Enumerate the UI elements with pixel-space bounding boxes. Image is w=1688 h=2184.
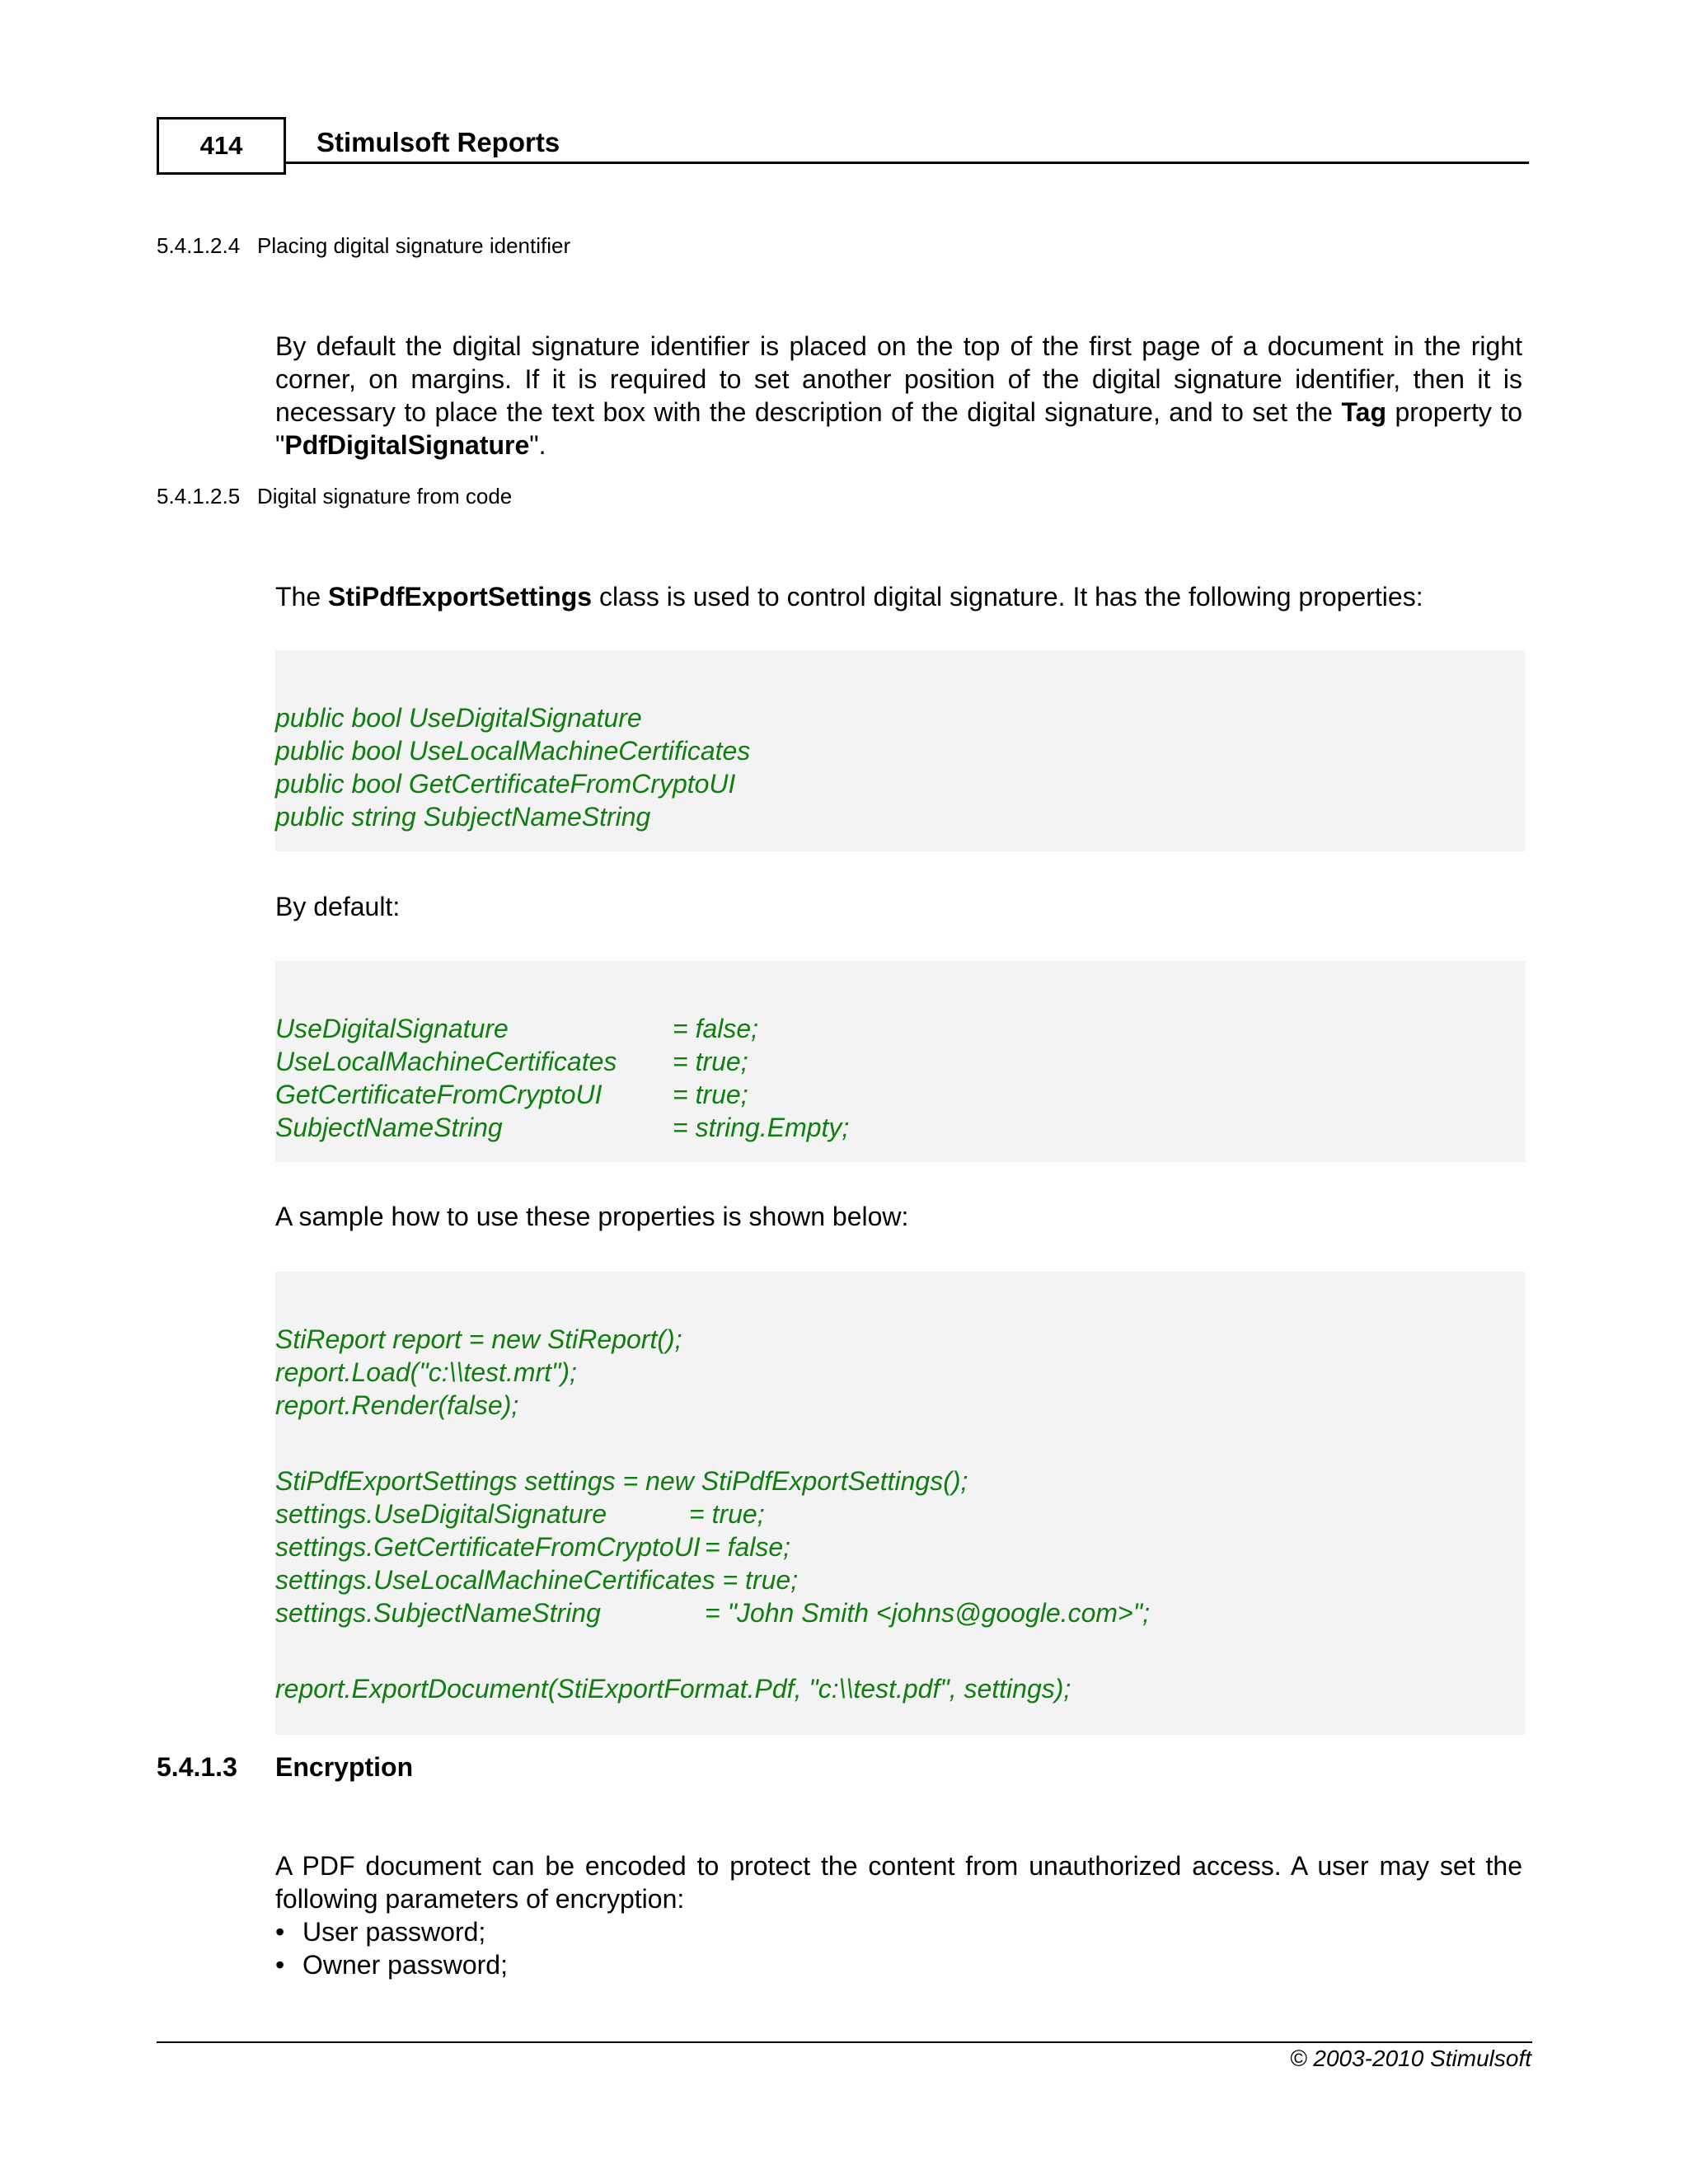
property-name: settings.UseLocalMachineCertificates xyxy=(275,1565,715,1595)
code-line: StiReport report = new StiReport(); xyxy=(275,1324,682,1354)
paragraph-class xyxy=(275,580,1522,613)
tag-keyword: Tag xyxy=(1341,397,1386,427)
header-rule xyxy=(286,162,1529,164)
code-line xyxy=(275,1530,1526,1563)
code-line: report.Render(false); xyxy=(275,1390,519,1420)
property-name: settings.GetCertificateFromCryptoUI xyxy=(275,1532,701,1562)
page-number: 414 xyxy=(157,117,286,175)
paragraph-encryption xyxy=(275,1849,1522,1915)
subsection-number: 5.4.1.2.5 xyxy=(157,484,241,509)
paragraph-sample xyxy=(275,1200,1522,1233)
subsection-title: Placing digital signature identifier xyxy=(257,233,571,258)
value-keyword: PdfDigitalSignature xyxy=(284,430,530,460)
subsection-title: Digital signature from code xyxy=(257,484,513,509)
code-line: public bool GetCertificateFromCryptoUI xyxy=(275,769,736,799)
code-line: StiPdfExportSettings settings = new StiPdfExportSettings(); xyxy=(275,1466,968,1496)
paragraph-text: property to " xyxy=(275,397,1523,460)
property-name: UseDigitalSignature xyxy=(275,1014,509,1043)
list-item xyxy=(275,1915,508,1948)
code-line xyxy=(275,1045,1526,1078)
code-line: public bool UseLocalMachineCertificates xyxy=(275,736,751,766)
property-name: SubjectNameString xyxy=(275,1113,503,1142)
paragraph-text: ". xyxy=(529,430,546,460)
section-heading-encryption xyxy=(157,1752,413,1783)
bullet-icon: • xyxy=(275,1917,285,1947)
property-name: UseLocalMachineCertificates xyxy=(275,1047,617,1076)
footer-rule xyxy=(157,2041,1532,2043)
class-name: StiPdfExportSettings xyxy=(328,582,593,612)
property-name: GetCertificateFromCryptoUI xyxy=(275,1080,603,1109)
code-line xyxy=(275,1078,1526,1111)
footer-copyright: © 2003-2010 Stimulsoft xyxy=(1289,2046,1531,2071)
code-block-sample xyxy=(275,1272,1526,1735)
property-value: = true; xyxy=(673,1080,748,1109)
subsection-heading-placing xyxy=(157,233,570,259)
code-line xyxy=(275,1012,1526,1045)
paragraph-text: By default the digital signature identifier is placed on the top of the first page of a document in the right corner, on margins. If it is required to set another position of the digital signature identifier, then it is necessary to place the text box with the description of the digital signature, and to set the xyxy=(275,331,1522,427)
code-line: report.ExportDocument(StiExportFormat.Pdf, "c:\\test.pdf", settings); xyxy=(275,1674,1071,1704)
paragraph-text: A PDF document can be encoded to protect the content from unauthorized access. A user may set the following parameters of encryption: xyxy=(275,1851,1522,1914)
header-title: Stimulsoft Reports xyxy=(316,127,560,157)
subsection-heading-code xyxy=(157,484,512,509)
code-block-properties xyxy=(275,650,1526,851)
paragraph-text: class is used to control digital signature. It has the following properties: xyxy=(592,582,1423,612)
paragraph-text: A sample how to use these properties is shown below: xyxy=(275,1202,909,1231)
property-value: = string.Empty; xyxy=(673,1113,850,1142)
list-item-text: User password; xyxy=(302,1917,486,1947)
code-line xyxy=(275,1596,1526,1629)
property-value: = true; xyxy=(689,1499,765,1529)
code-line xyxy=(275,1497,1526,1530)
property-value: = false; xyxy=(673,1014,759,1043)
property-name: settings.UseDigitalSignature xyxy=(275,1499,607,1529)
section-number: 5.4.1.3 xyxy=(157,1752,237,1782)
list-item-text: Owner password; xyxy=(302,1950,508,1980)
property-value: = true; xyxy=(722,1565,799,1595)
paragraph-placing xyxy=(275,330,1522,462)
code-line: public bool UseDigitalSignature xyxy=(275,703,642,733)
list-item xyxy=(275,1948,508,1981)
code-line: public string SubjectNameString xyxy=(275,802,651,832)
code-block-defaults xyxy=(275,961,1526,1162)
property-value: = true; xyxy=(673,1047,748,1076)
bullet-list xyxy=(275,1915,508,1981)
property-value: = false; xyxy=(705,1532,791,1562)
paragraph-text: The xyxy=(275,582,329,612)
section-title: Encryption xyxy=(275,1752,414,1782)
property-name: settings.SubjectNameString xyxy=(275,1598,601,1628)
code-gap xyxy=(275,1422,1526,1465)
subsection-number: 5.4.1.2.4 xyxy=(157,233,241,258)
code-line: report.Load("c:\\test.mrt"); xyxy=(275,1357,577,1387)
paragraph-default xyxy=(275,890,1522,923)
code-line xyxy=(275,1111,1526,1144)
code-line xyxy=(275,1563,1526,1596)
bullet-icon: • xyxy=(275,1950,285,1980)
code-gap xyxy=(275,1629,1526,1672)
paragraph-text: By default: xyxy=(275,892,401,921)
property-value: = "John Smith <johns@google.com>"; xyxy=(705,1598,1150,1628)
